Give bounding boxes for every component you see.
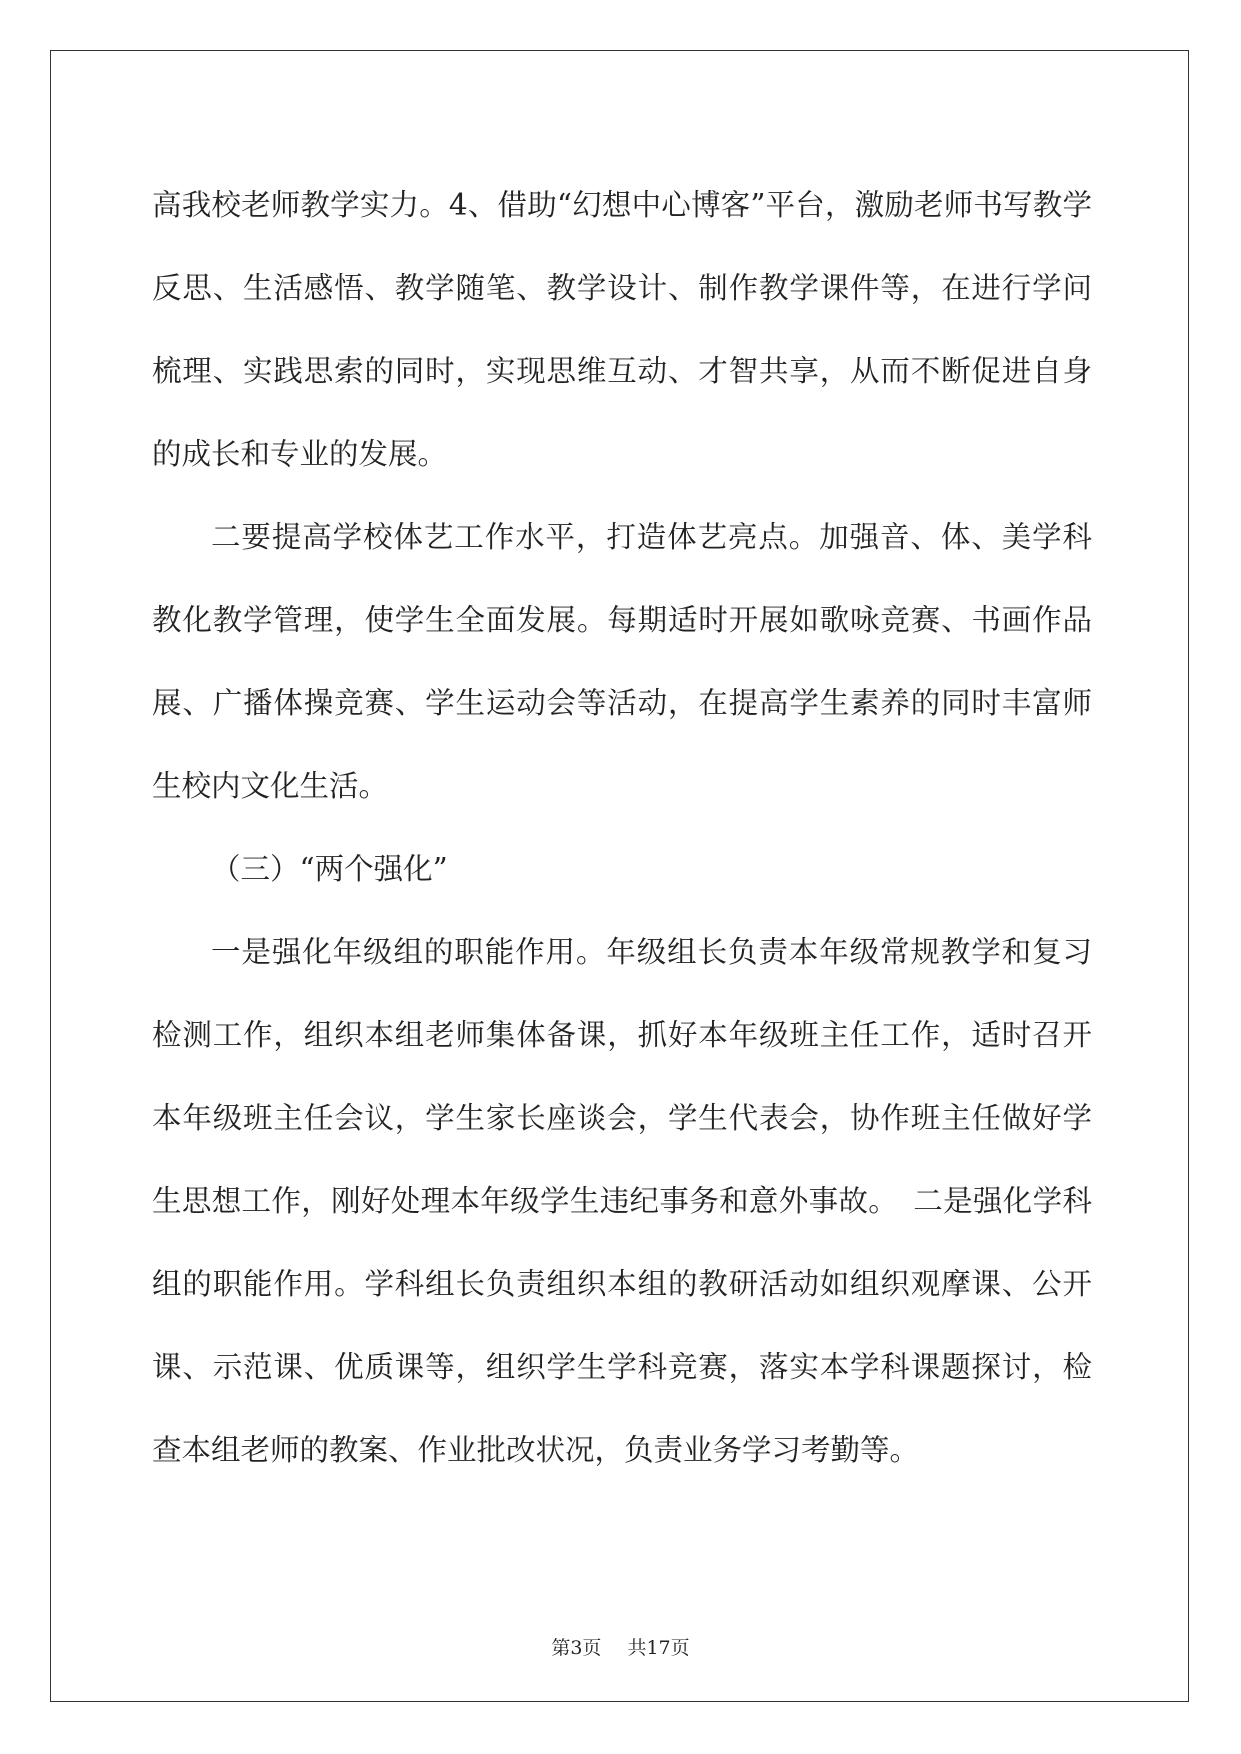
page-number: 第3页: [551, 1637, 602, 1659]
document-body: [152, 164, 1092, 1492]
section-heading: （三）“两个强化”: [211, 852, 448, 886]
paragraph-1: 高我校老师教学实力。4、借助“幻想中心博客”平台，激励老师书写教学反思、生活感悟、教学随笔、教学设计、制作教学课件等，在进行学问梳理、实践思索的同时，实现思维互动、才智共享，从而不断促进自身的成长和专业的发展。: [152, 188, 1092, 471]
paragraph-2: 二要提高学校体艺工作水平，打造体艺亮点。加强音、体、美学科教化教学管理，使学生全面发展。每期适时开展如歌咏竞赛、书画作品展、广播体操竞赛、学生运动会等活动，在提高学生素养的同时丰富师生校内文化生活。: [152, 520, 1092, 803]
page-total: 共17页: [627, 1637, 690, 1659]
page-footer: [0, 1633, 1241, 1660]
paragraph-3: 一是强化年级组的职能作用。年级组长负责本年级常规教学和复习检测工作，组织本组老师集体备课，抓好本年级班主任工作，适时召开本年级班主任会议，学生家长座谈会，学生代表会，协作班主任做好学生思想工作，刚好处理本年级学生违纪事务和意外事故。 二是强化学科组的职能作用。学科组长负责组织本组的教研活动如组织观摩课、公开课、示范课、优质课等，组织学生学科竞赛，落实本学科课题探讨，检查本组老师的教案、作业批改状况，负责业务学习考勤等。: [152, 935, 1092, 1467]
